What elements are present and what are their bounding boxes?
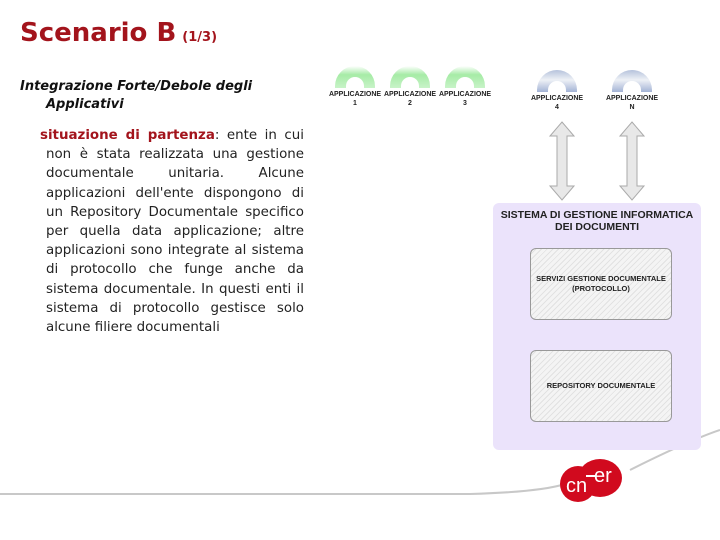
app-label: APPLICAZIONE xyxy=(383,91,437,98)
double-arrow-icon xyxy=(550,122,574,200)
app-num: 1 xyxy=(353,100,357,107)
app-label: APPLICAZIONE xyxy=(438,91,492,98)
slide-counter: (1/3) xyxy=(182,30,218,45)
body-text: : ente in cui non è stata realizzata una gestione documentale unitaria. Alcune applicazioni dell'ente dispongono di un Repository Documentale specifico per quella data applicazione; altre applicazioni sono integrate al sistema di protocollo che funge anche da sistema documentale. In questi enti il sistema di protocollo gestisce solo alcune filiere documentali xyxy=(46,128,304,336)
svg-text:cn: cn xyxy=(566,475,588,497)
repository-box xyxy=(530,350,672,422)
subtitle-line-1: Integrazione Forte/Debole degli xyxy=(20,79,253,94)
app-num: N xyxy=(629,104,635,111)
app-label: APPLICAZIONE xyxy=(530,95,584,102)
system-title: SISTEMA DI GESTIONE INFORMATICA DEI DOCUMENTI xyxy=(500,209,694,233)
cner-logo xyxy=(558,458,624,504)
app-num: 2 xyxy=(408,100,412,107)
app-num: 3 xyxy=(463,100,467,107)
services-box xyxy=(530,248,672,320)
double-arrow-icon xyxy=(620,122,644,200)
body-keyword: situazione di partenza xyxy=(40,128,215,143)
services-label: SERVIZI GESTIONE DOCUMENTALE xyxy=(536,274,666,283)
slide-title: Scenario B (1/3) xyxy=(20,18,218,48)
app-label: APPLICAZIONE xyxy=(328,91,382,98)
app-label: APPLICAZIONE xyxy=(605,95,659,102)
subtitle-line-2: Applicativi xyxy=(46,97,124,112)
services-sublabel: (PROTOCOLLO) xyxy=(572,284,630,293)
svg-text:er: er xyxy=(594,465,612,487)
repository-label: REPOSITORY DOCUMENTALE xyxy=(546,381,656,390)
app-num: 4 xyxy=(555,104,559,111)
